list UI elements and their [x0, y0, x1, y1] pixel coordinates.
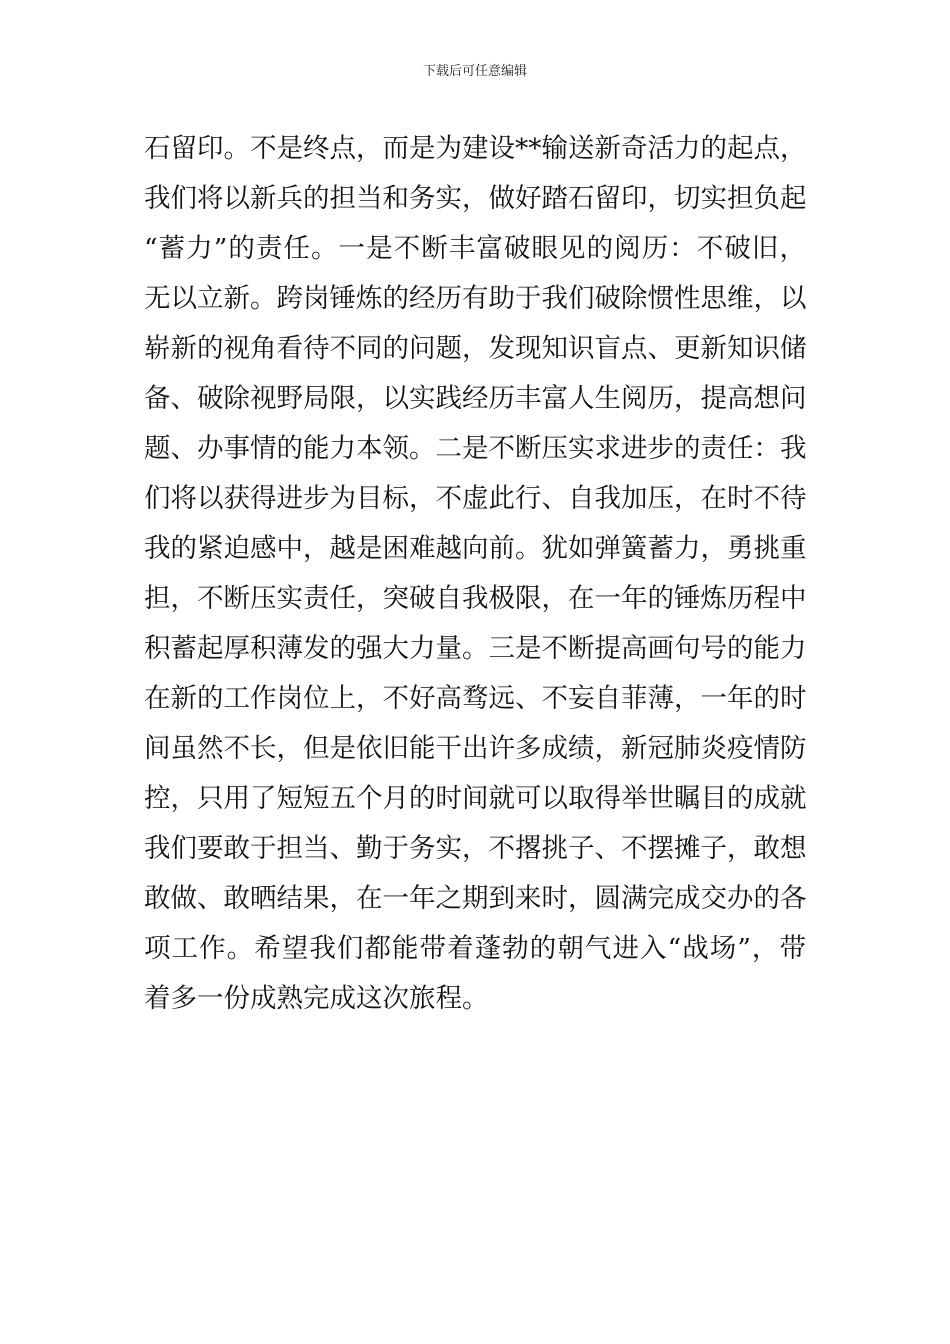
text-line-8: 们将以获得进步为目标，不虚此行、自我加压，在时不待 — [144, 483, 806, 514]
text-line-17: 项工作。希望我们都能带着蓬勃的朝气进入“战场”，带 — [144, 933, 806, 964]
text-line-1: 石留印。不是终点，而是为建设**输送新奇活力的起点， — [144, 133, 806, 164]
text-line-9: 我的紧迫感中，越是困难越向前。犹如弹簧蓄力，勇挑重 — [144, 533, 806, 564]
text-line-16: 敢做、敢晒结果，在一年之期到来时，圆满完成交办的各 — [144, 883, 806, 914]
text-line-6: 备、破除视野局限，以实践经历丰富人生阅历，提高想问 — [144, 383, 806, 414]
text-line-13: 间虽然不长，但是依旧能干出许多成绩，新冠肺炎疫情防 — [144, 733, 806, 764]
document-body — [144, 124, 806, 1024]
text-line-18: 着多一份成熟完成这次旅程。 — [144, 983, 489, 1014]
text-line-12: 在新的工作岗位上，不好高骛远、不妄自菲薄，一年的时 — [144, 683, 806, 714]
text-line-10: 担，不断压实责任，突破自我极限，在一年的锤炼历程中 — [144, 583, 806, 614]
text-line-15: 我们要敢于担当、勤于务实，不撂挑子、不摆摊子，敢想 — [144, 833, 806, 864]
page-header: 下载后可任意编辑 — [422, 64, 527, 79]
text-line-7: 题、办事情的能力本领。二是不断压实求进步的责任：我 — [144, 433, 806, 464]
text-line-2: 我们将以新兵的担当和务实，做好踏石留印，切实担负起 — [144, 183, 806, 214]
text-line-4: 无以立新。跨岗锤炼的经历有助于我们破除惯性思维，以 — [144, 283, 806, 314]
text-line-5: 崭新的视角看待不同的问题，发现知识盲点、更新知识储 — [144, 333, 806, 364]
text-line-3: “蓄力”的责任。一是不断丰富破眼见的阅历：不破旧， — [144, 233, 806, 264]
text-line-14: 控，只用了短短五个月的时间就可以取得举世瞩目的成就 — [144, 783, 806, 814]
text-line-11: 积蓄起厚积薄发的强大力量。三是不断提高画句号的能力 — [144, 633, 806, 664]
